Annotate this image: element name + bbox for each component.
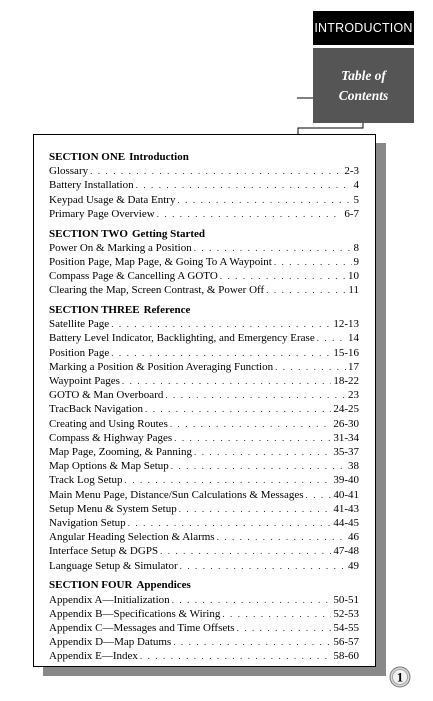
toc-entry[interactable] xyxy=(49,269,359,283)
toc-entry[interactable] xyxy=(49,459,359,473)
table-of-contents xyxy=(49,150,359,669)
dot-leader xyxy=(194,445,331,459)
toc-entry[interactable] xyxy=(49,360,359,374)
dot-leader xyxy=(180,559,346,573)
toc-entry[interactable] xyxy=(49,502,359,516)
toc-entry[interactable] xyxy=(49,488,359,502)
entry-title: Interface Setup & DGPS xyxy=(49,545,159,558)
entry-page: 56-57 xyxy=(333,636,359,649)
entry-title: Marking a Position & Position Averaging Function xyxy=(49,360,274,373)
dot-leader xyxy=(173,635,331,649)
dot-leader xyxy=(275,360,346,374)
section-heading xyxy=(49,150,359,164)
toc-entry[interactable] xyxy=(49,283,359,297)
toc-section xyxy=(49,227,359,298)
entry-page: 39-40 xyxy=(333,474,359,487)
entry-title: Power On & Marking a Position xyxy=(49,241,192,254)
dot-leader xyxy=(174,431,331,445)
toc-entry[interactable] xyxy=(49,331,359,345)
entry-title: Appendix A—Initialization xyxy=(49,593,170,606)
section-title: Reference xyxy=(143,304,191,317)
entry-page: 24-25 xyxy=(333,403,359,416)
toc-entry[interactable] xyxy=(49,649,359,663)
entry-title: Glossary xyxy=(49,165,89,178)
entry-page: 23 xyxy=(348,389,359,402)
entry-page: 4 xyxy=(353,179,359,192)
dot-leader xyxy=(171,459,346,473)
toc-entry[interactable] xyxy=(49,593,359,607)
entry-page: 46 xyxy=(348,531,359,544)
entry-page: 17 xyxy=(348,360,359,373)
dot-leader xyxy=(157,207,343,221)
entry-page: 9 xyxy=(353,255,359,268)
section-label: SECTION FOUR xyxy=(49,579,133,592)
page-number-badge xyxy=(389,666,411,688)
page-badge-icon xyxy=(389,666,411,688)
dot-leader xyxy=(220,269,346,283)
entry-page: 15-16 xyxy=(333,346,359,359)
dot-leader xyxy=(274,255,352,269)
entry-page: 54-55 xyxy=(333,622,359,634)
entry-title: Waypoint Pages xyxy=(49,375,120,388)
toc-entry[interactable] xyxy=(49,178,359,192)
toc-entry[interactable] xyxy=(49,635,359,649)
entry-page: 8 xyxy=(353,241,359,254)
entry-title: Navigation Setup xyxy=(49,517,126,530)
toc-entry[interactable] xyxy=(49,473,359,487)
section-label: SECTION TWO xyxy=(49,227,128,240)
entry-page: 10 xyxy=(348,270,359,283)
entry-page: 5 xyxy=(353,193,359,206)
dot-leader xyxy=(122,374,331,388)
toc-section xyxy=(49,303,359,573)
dot-leader xyxy=(165,388,346,402)
toc-section xyxy=(49,578,359,663)
dot-leader xyxy=(111,346,331,360)
toc-entry[interactable] xyxy=(49,544,359,558)
entry-title: Creating and Using Routes xyxy=(49,417,168,430)
entry-page: 41-43 xyxy=(333,502,359,515)
section-heading xyxy=(49,303,359,317)
entry-page: 40-41 xyxy=(333,488,359,501)
entry-title: TracBack Navigation xyxy=(49,403,143,416)
dot-leader xyxy=(177,193,351,207)
entry-page: 38 xyxy=(348,460,359,473)
dot-leader xyxy=(266,283,346,297)
entry-title: Primary Page Overview xyxy=(49,207,155,220)
toc-tab-line1: Table of xyxy=(341,67,386,83)
entry-title: Appendix C—Messages and Time Offsets xyxy=(49,622,235,634)
entry-title: Angular Heading Selection & Alarms xyxy=(49,531,215,544)
entry-title: Compass & Highway Pages xyxy=(49,431,173,444)
toc-entry[interactable] xyxy=(49,417,359,431)
entry-page: 49 xyxy=(348,559,359,572)
entry-title: Clearing the Map, Screen Contrast, & Power Off xyxy=(49,284,265,297)
entry-title: GOTO & Man Overboard xyxy=(49,389,164,402)
toc-entry[interactable] xyxy=(49,530,359,544)
toc-entry[interactable] xyxy=(49,388,359,402)
entry-title: Map Page, Zooming, & Panning xyxy=(49,446,192,459)
entry-title: Compass Page & Cancelling A GOTO xyxy=(49,270,218,283)
entry-title: Main Menu Page, Distance/Sun Calculations & Messages xyxy=(49,488,304,501)
entry-title: Appendix E—Index xyxy=(49,650,138,663)
toc-entry[interactable] xyxy=(49,346,359,360)
entry-page: 50-51 xyxy=(333,593,359,606)
dot-leader xyxy=(128,516,332,530)
toc-entry[interactable] xyxy=(49,516,359,530)
toc-tab-line2: Contents xyxy=(338,87,389,103)
entry-title: Position Page, Map Page, & Going To A Waypoint xyxy=(49,255,272,268)
dot-leader xyxy=(136,178,352,192)
section-label: SECTION ONE xyxy=(49,151,126,163)
toc-entry[interactable] xyxy=(49,621,359,635)
dot-leader xyxy=(194,241,352,255)
entry-title: Satellite Page xyxy=(49,318,110,331)
dot-leader xyxy=(179,502,332,516)
entry-page: 11 xyxy=(348,284,359,297)
entry-title: Appendix D—Map Datums xyxy=(49,636,172,649)
section-tab-label: INTRODUCTION xyxy=(314,21,413,35)
entry-title: Setup Menu & System Setup xyxy=(49,502,177,515)
section-label: SECTION THREE xyxy=(49,304,140,317)
entry-page: 47-48 xyxy=(333,545,359,558)
toc-entry[interactable] xyxy=(49,607,359,621)
dot-leader xyxy=(172,593,332,607)
entry-page: 35-37 xyxy=(333,446,359,459)
dot-leader xyxy=(306,488,332,502)
toc-entry[interactable] xyxy=(49,431,359,445)
dot-leader xyxy=(111,317,331,331)
entry-title: Battery Installation xyxy=(49,179,134,192)
entry-title: Language Setup & Simulator xyxy=(49,559,178,572)
entry-page: 6-7 xyxy=(344,207,359,220)
entry-title: Position Page xyxy=(49,346,110,359)
entry-title: Appendix B—Specifications & Wiring xyxy=(49,607,221,620)
dot-leader xyxy=(90,164,342,178)
section-heading xyxy=(49,578,359,592)
section-title: Getting Started xyxy=(131,227,205,240)
dot-leader xyxy=(145,402,331,416)
toc-entry[interactable] xyxy=(49,559,359,573)
toc-entry[interactable] xyxy=(49,255,359,269)
section-heading xyxy=(49,227,359,241)
dot-leader xyxy=(317,331,346,345)
entry-page: 12-13 xyxy=(333,318,359,331)
entry-page: 14 xyxy=(348,332,359,345)
page-number: 1 xyxy=(396,669,404,685)
entry-title: Track Log Setup xyxy=(49,474,123,487)
toc-entry[interactable] xyxy=(49,164,359,178)
entry-page: 26-30 xyxy=(333,417,359,430)
dot-leader xyxy=(170,417,331,431)
toc-entry[interactable] xyxy=(49,207,359,221)
entry-title: Keypad Usage & Data Entry xyxy=(49,193,176,206)
toc-section xyxy=(49,150,359,221)
toc-entry[interactable] xyxy=(49,193,359,207)
section-title: Appendices xyxy=(136,579,191,592)
entry-page: 44-45 xyxy=(333,517,359,530)
entry-title: Battery Level Indicator, Backlighting, and Emergency Erase xyxy=(49,332,315,345)
dot-leader xyxy=(217,530,346,544)
dot-leader xyxy=(237,621,332,635)
toc-entry[interactable] xyxy=(49,402,359,416)
toc-entry[interactable] xyxy=(49,445,359,459)
entry-page: 31-34 xyxy=(333,431,359,444)
entry-page: 2-3 xyxy=(344,165,359,178)
toc-entry[interactable] xyxy=(49,374,359,388)
toc-entry[interactable] xyxy=(49,317,359,331)
section-title: Introduction xyxy=(129,151,189,163)
toc-panel xyxy=(33,134,376,667)
dot-leader xyxy=(222,607,331,621)
entry-page: 18-22 xyxy=(333,375,359,388)
dot-leader xyxy=(140,649,331,663)
dot-leader xyxy=(160,544,331,558)
toc-entry[interactable] xyxy=(49,241,359,255)
dot-leader xyxy=(125,473,332,487)
entry-page: 58-60 xyxy=(333,650,359,663)
entry-page: 52-53 xyxy=(333,607,359,620)
entry-title: Map Options & Map Setup xyxy=(49,460,169,473)
